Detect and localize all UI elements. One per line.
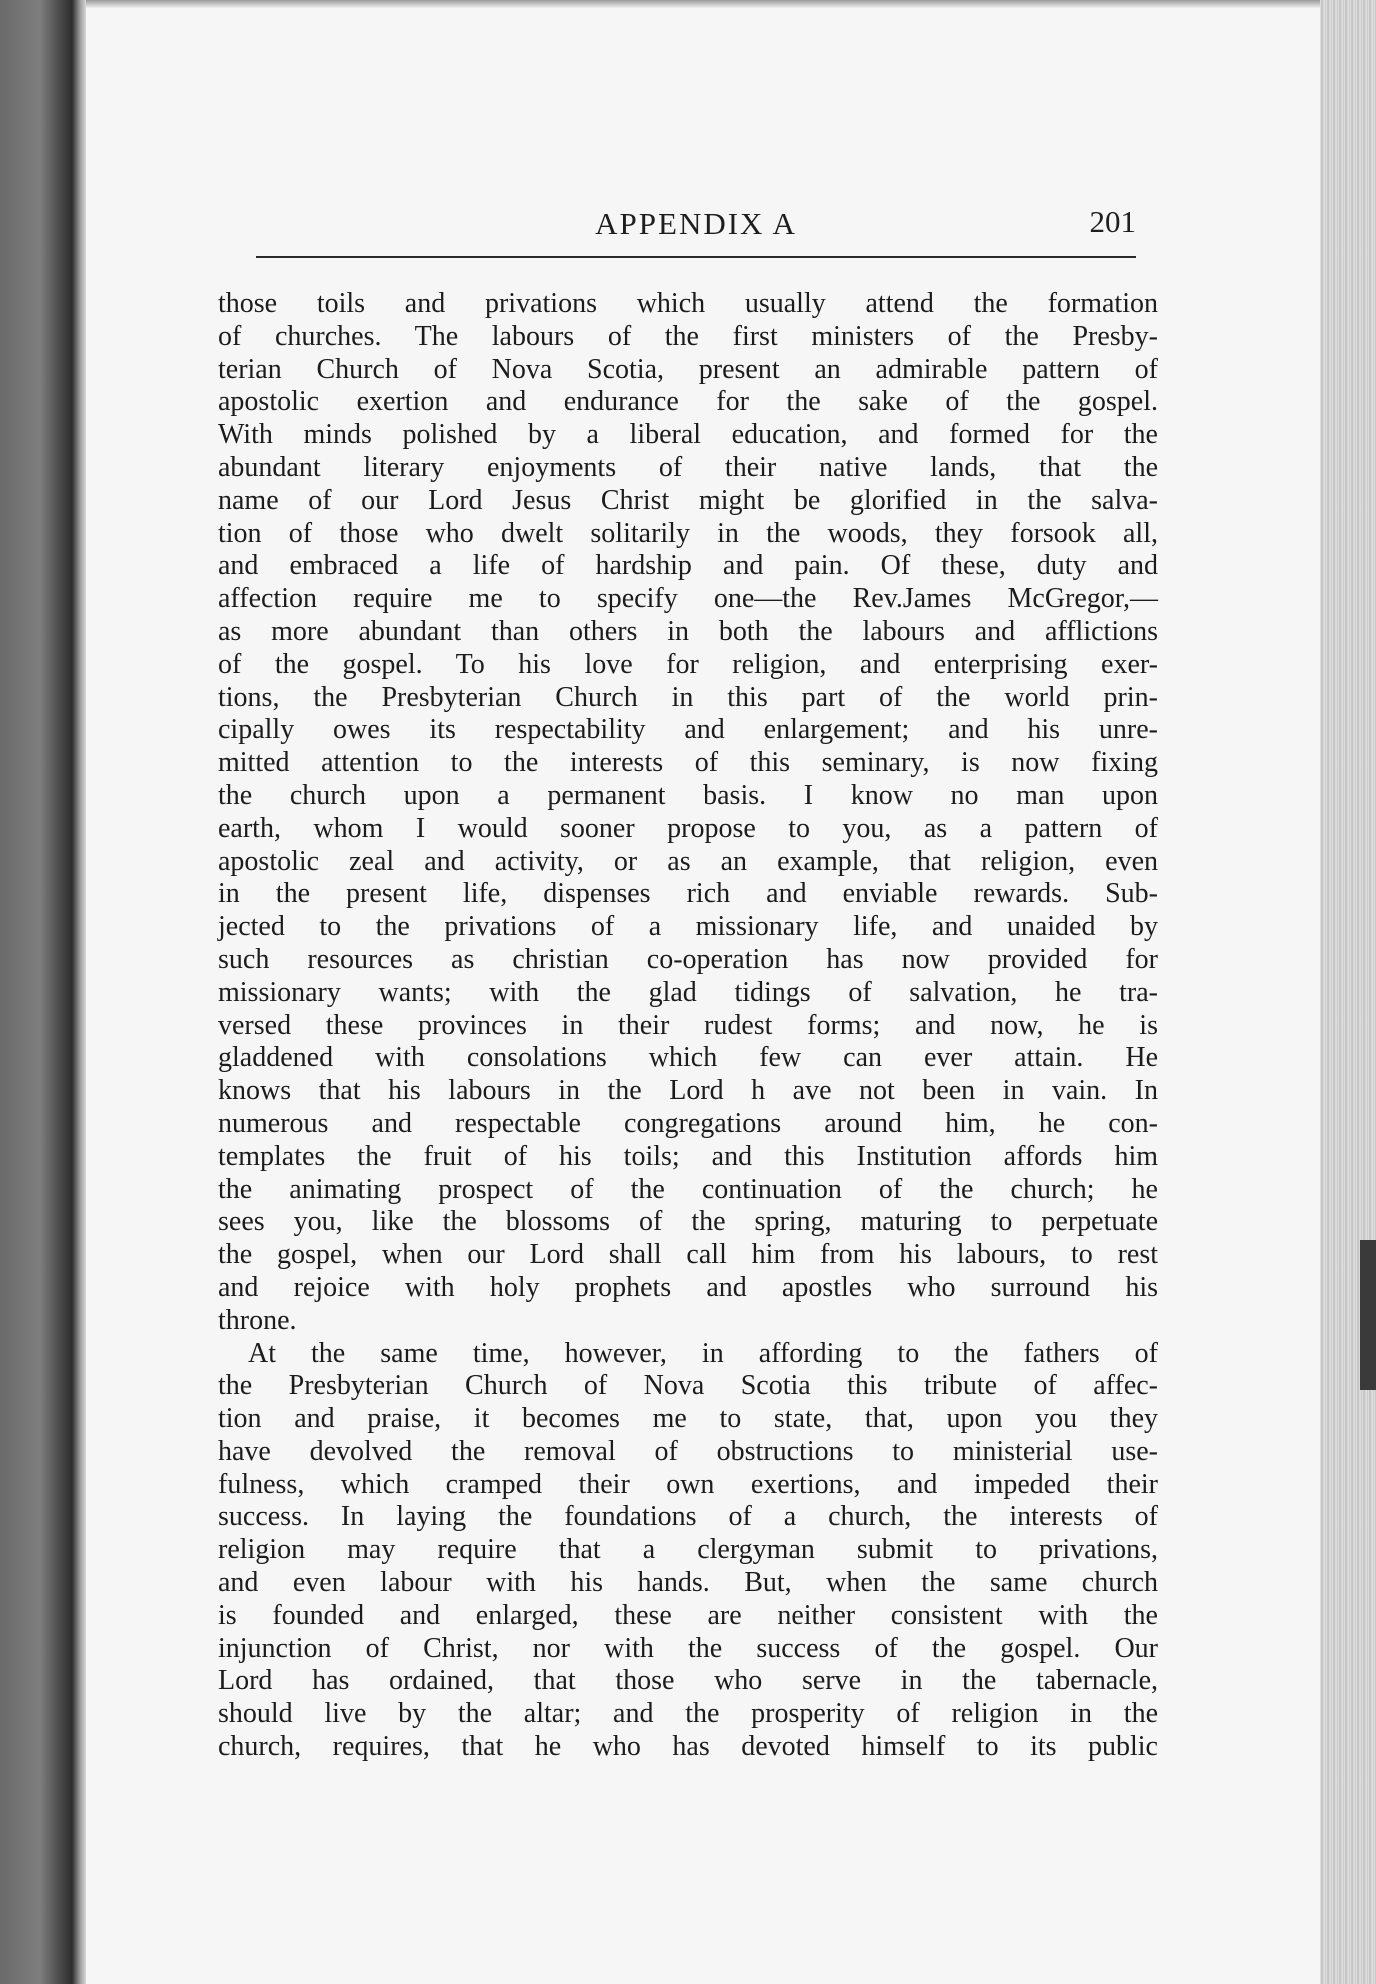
running-title: APPENDIX A	[595, 206, 797, 241]
text-line: apostolic zeal and activity, or as an example, that religion, even	[218, 845, 1158, 877]
text-line: With minds polished by a liberal education, and formed for the	[218, 419, 1158, 451]
text-line: those toils and privations which usually attend the formation	[218, 288, 1158, 319]
text-line: in the present life, dispenses rich and enviable rewards. Sub-	[218, 878, 1158, 910]
text-line: tion of those who dwelt solitarily in the woods, they forsook all,	[218, 517, 1158, 549]
text-line: as more abundant than others in both the labours and afflictions	[218, 615, 1158, 647]
text-line: abundant literary enjoyments of their native lands, that the	[218, 451, 1158, 483]
text-line: the animating prospect of the continuation of the church; he	[218, 1173, 1158, 1205]
text-line: of churches. The labours of the first ministers of the Presby-	[218, 320, 1158, 352]
body-text	[218, 288, 1158, 1764]
text-line: success. In laying the foundations of a church, the interests of	[218, 1501, 1158, 1533]
text-line: such resources as christian co-operation has now provided for	[218, 943, 1158, 975]
text-line: is founded and enlarged, these are neither consistent with the	[218, 1599, 1158, 1631]
book-spine-shadow	[0, 0, 86, 1984]
text-line: should live by the altar; and the prosperity of religion in the	[218, 1698, 1158, 1730]
text-line: numerous and respectable congregations around him, he con-	[218, 1107, 1158, 1139]
text-line: have devolved the removal of obstructions to ministerial use-	[218, 1435, 1158, 1467]
text-line: jected to the privations of a missionary life, and unaided by	[218, 911, 1158, 943]
text-line: gladdened with consolations which few can ever attain. He	[218, 1042, 1158, 1074]
text-line: religion may require that a clergyman submit to privations,	[218, 1534, 1158, 1566]
text-line: fulness, which cramped their own exertions, and impeded their	[218, 1468, 1158, 1500]
text-line: and even labour with his hands. But, when the same church	[218, 1567, 1158, 1599]
text-line: terian Church of Nova Scotia, present an admirable pattern of	[218, 353, 1158, 385]
page-edge-marker	[1360, 1240, 1376, 1390]
text-line: and rejoice with holy prophets and apostles who surround his	[218, 1271, 1158, 1303]
text-line: Lord has ordained, that those who serve in the tabernacle,	[218, 1665, 1158, 1697]
page-top-edge	[86, 0, 1376, 8]
header-rule	[256, 256, 1136, 258]
text-line: sees you, like the blossoms of the spring, maturing to perpetuate	[218, 1206, 1158, 1238]
paragraph-start-line: At the same time, however, in affording to the fathers of	[248, 1337, 1158, 1369]
text-line: cipally owes its respectability and enlargement; and his unre-	[218, 714, 1158, 746]
text-line: injunction of Christ, nor with the success of the gospel. Our	[218, 1632, 1158, 1664]
page-edges-right	[1320, 0, 1376, 1984]
text-line: church, requires, that he who has devoted himself to its public	[218, 1731, 1158, 1763]
paragraph-end-line: throne.	[218, 1304, 297, 1336]
page-number: 201	[1089, 204, 1136, 239]
text-line: affection require me to specify one—the Rev.James McGregor,—	[218, 583, 1158, 615]
text-line: the church upon a permanent basis. I know no man upon	[218, 779, 1158, 811]
text-line: missionary wants; with the glad tidings of salvation, he tra-	[218, 976, 1158, 1008]
text-line: tions, the Presbyterian Church in this part of the world prin-	[218, 681, 1158, 713]
text-line: knows that his labours in the Lord h ave not been in vain. In	[218, 1075, 1158, 1107]
text-line: earth, whom I would sooner propose to you, as a pattern of	[218, 812, 1158, 844]
text-line: and embraced a life of hardship and pain. Of these, duty and	[218, 550, 1158, 582]
text-line: mitted attention to the interests of this seminary, is now fixing	[218, 747, 1158, 779]
text-line: of the gospel. To his love for religion, and enterprising exer-	[218, 648, 1158, 680]
text-line: apostolic exertion and endurance for the sake of the gospel.	[218, 386, 1158, 418]
text-line: tion and praise, it becomes me to state, that, upon you they	[218, 1403, 1158, 1435]
text-line: versed these provinces in their rudest forms; and now, he is	[218, 1009, 1158, 1041]
text-line: the Presbyterian Church of Nova Scotia this tribute of affec-	[218, 1370, 1158, 1402]
text-line: the gospel, when our Lord shall call him from his labours, to rest	[218, 1239, 1158, 1271]
text-line: name of our Lord Jesus Christ might be glorified in the salva-	[218, 484, 1158, 516]
text-line: templates the fruit of his toils; and this Institution affords him	[218, 1140, 1158, 1172]
running-header	[256, 198, 1136, 258]
